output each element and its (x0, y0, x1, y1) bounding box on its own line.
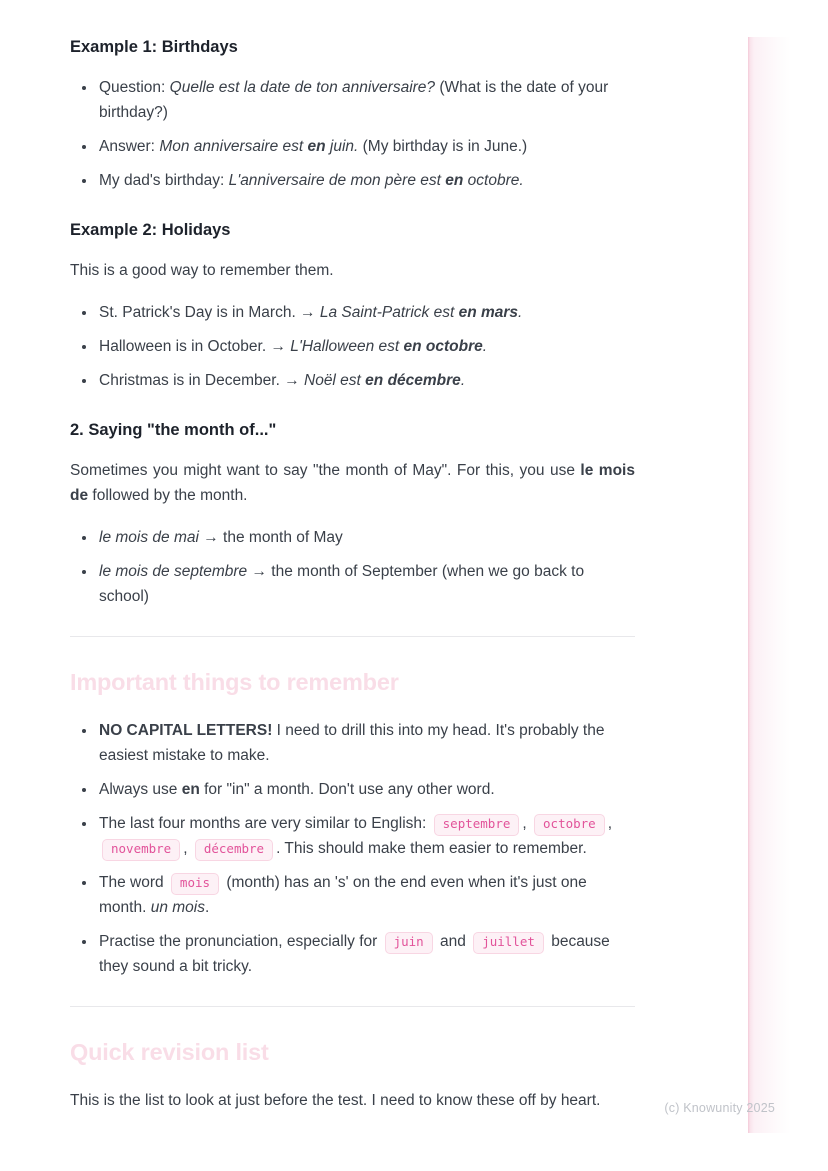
example-2-intro: This is a good way to remember them. (70, 262, 334, 279)
example-2-list (70, 300, 635, 393)
section-divider (70, 1006, 635, 1007)
heading-quick-revision: Quick revision list (70, 1039, 269, 1065)
saying-paragraph: Sometimes you might want to say "the month of May". For this, you use le mois de followed by the month. (70, 462, 635, 504)
revision-intro: This is the list to look at just before the test. I need to know these off by heart. (70, 1092, 601, 1109)
copyright-watermark: (c) Knowunity 2025 (664, 1101, 775, 1115)
list-item: • The word mois (month) has an 's' on the end even when it's just one month. un mois. (97, 870, 635, 920)
heading-example-1: Example 1: Birthdays (70, 38, 238, 56)
heading-example-2: Example 2: Holidays (70, 221, 231, 239)
list-item: • Halloween is in October. → L'Halloween est en octobre. (97, 334, 635, 359)
list-item: • Practise the pronunciation, especially for juin and juillet because they sound a bit tricky. (97, 929, 635, 979)
page-edge-pink-stripe (748, 37, 791, 1133)
list-item: • Always use en for "in" a month. Don't use any other word. (97, 777, 635, 802)
important-list (70, 718, 635, 979)
list-item: • NO CAPITAL LETTERS! I need to drill this into my head. It's probably the easiest mistake to make. (97, 718, 635, 768)
list-item: • The last four months are very similar to English: septembre , octobre , novembre , décembre . This should make them easier to remember. (97, 811, 635, 861)
list-item: • Christmas is in December. → Noël est en décembre. (97, 368, 635, 393)
heading-saying-month-of: 2. Saying "the month of..." (70, 421, 277, 439)
saying-list (70, 525, 635, 609)
list-item: • St. Patrick's Day is in March. → La Saint-Patrick est en mars. (97, 300, 635, 325)
example-1-list (70, 75, 635, 193)
section-divider (70, 636, 635, 637)
notes-content (70, 0, 635, 1113)
list-item: • My dad's birthday: L'anniversaire de mon père est en octobre. (97, 168, 635, 193)
list-item: • Answer: Mon anniversaire est en juin. (My birthday is in June.) (97, 134, 635, 159)
list-item: • le mois de septembre → the month of September (when we go back to school) (97, 559, 635, 609)
heading-important-things: Important things to remember (70, 669, 399, 695)
list-item: • Question: Quelle est la date de ton anniversaire? (What is the date of your birthday?) (97, 75, 635, 125)
list-item: • le mois de mai → the month of May (97, 525, 635, 550)
